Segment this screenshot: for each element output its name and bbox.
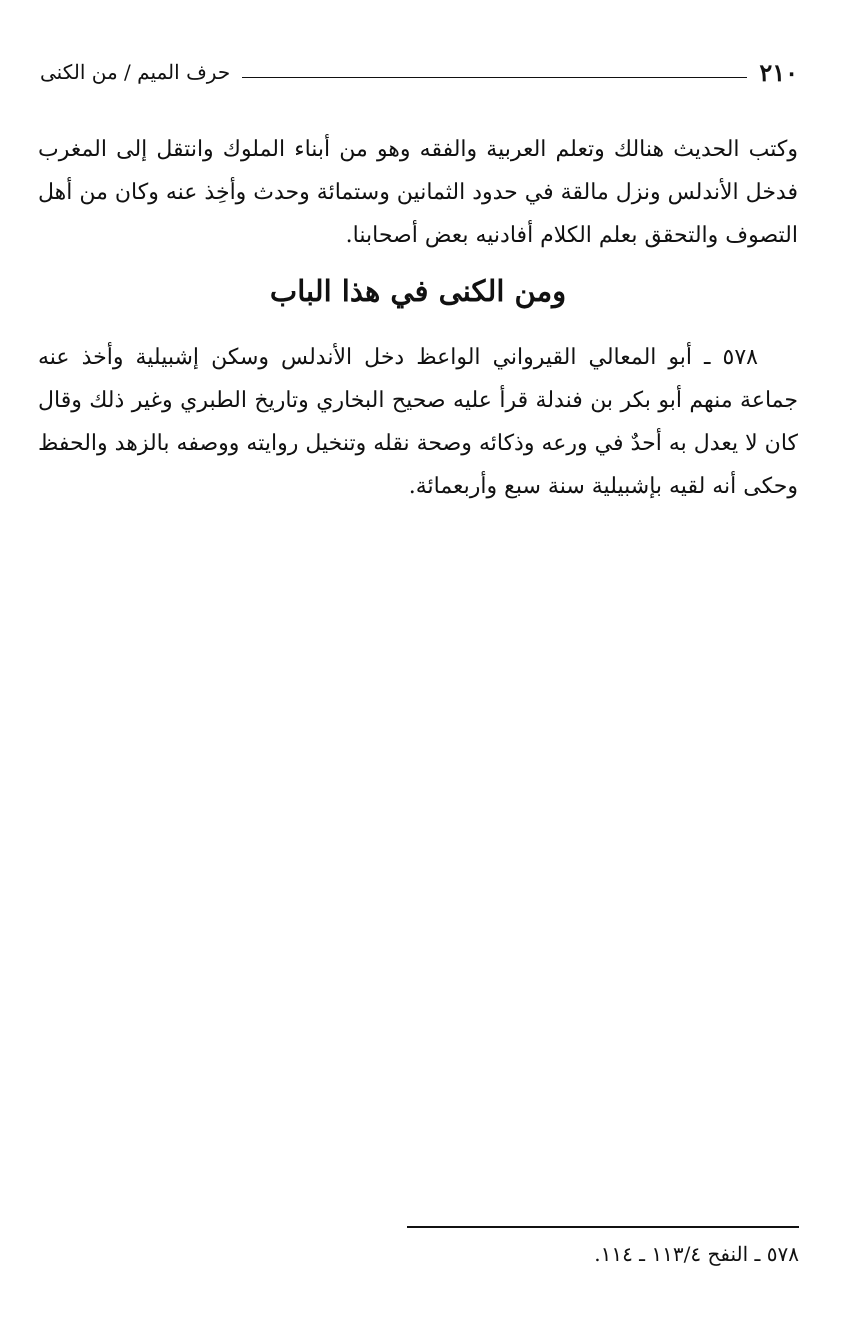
footnote-rule	[407, 1226, 799, 1228]
entry-578-paragraph: ٥٧٨ ـ أبو المعالي القيرواني الواعظ دخل الأندلس وسكن إشبيلية وأخذ عنه جماعة منهم أبو بكر بن فندلة قرأ عليه صحيح البخاري وتاريخ الطبري وغير ذلك وقال كان لا يعدل به أحدٌ في ورعه وذكائه وصحة نقله وتنخيل روايته ووصفه بالزهد والحفظ وحكى أنه لقيه بإشبيلية سنة سبع وأربعمائة.	[38, 345, 798, 499]
section-heading: ومن الكنى في هذا الباب	[269, 274, 567, 308]
header-rule	[242, 77, 747, 78]
running-title: حرف الميم / من الكنى	[40, 60, 231, 84]
running-header	[40, 52, 798, 92]
footnote: ٥٧٨ ـ النفح ١١٣/٤ ـ ١١٤.	[594, 1242, 799, 1266]
continued-paragraph: وكتب الحديث هنالك وتعلم العربية والفقه وهو من أبناء الملوك وانتقل إلى المغرب فدخل الأندلس ونزل مالقة في حدود الثمانين وستمائة وحدث وأخِذ عنه وكان من أهل التصوف والتحقق بعلم الكلام أفادنيه بعض أصحابنا.	[38, 137, 798, 248]
page-number: ٢١٠	[759, 57, 798, 87]
